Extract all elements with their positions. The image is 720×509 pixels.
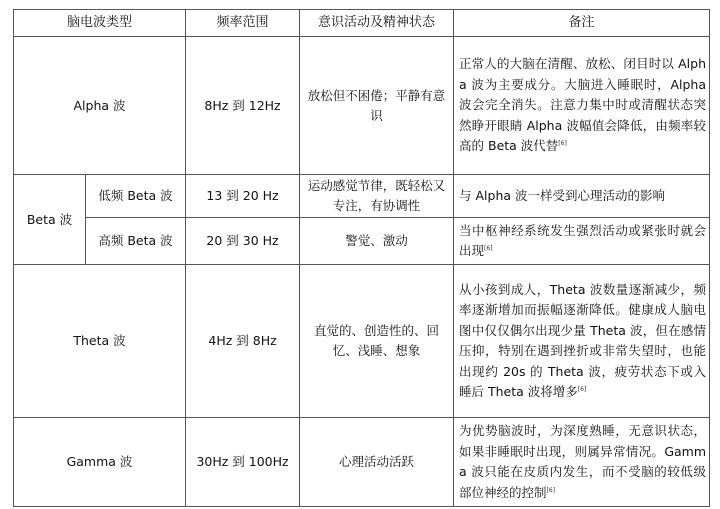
gamma-citation: [6] [546,486,556,494]
theta-citation: [6] [577,385,587,393]
table-row-theta [14,265,710,418]
gamma-note-cell [454,418,710,507]
table-row-alpha [14,37,710,175]
brainwave-table [13,9,710,507]
theta-frequency: 4Hz 到 8Hz [186,265,300,418]
beta-high-state: 警觉、激动 [300,218,454,265]
header-row [14,10,710,37]
theta-note: 从小孩到成人，Theta 波数量逐渐减少，频率逐渐增加而振幅逐渐降低。健康成人脑电图中仅仅偶尔出现少量 Theta 波，但在感情压抑，特别在遇到挫折或非常失望时，也能出现约 20s 的 Theta 波，疲劳状态下或入睡后 Theta 波将增多 [459,281,707,399]
table-row-beta-low [14,175,710,218]
beta-low-frequency: 13 到 20 Hz [186,175,300,218]
beta-high-citation: [6] [484,244,493,252]
beta-type: Beta 波 [14,175,86,265]
theta-state: 直觉的、创造性的、回忆、浅睡、想象 [300,265,454,418]
table-row-beta-high [14,218,710,265]
beta-high-frequency: 20 到 30 Hz [186,218,300,265]
header-frequency-range: 频率范围 [186,10,300,37]
gamma-state: 心理活动活跃 [300,418,454,507]
alpha-citation: [6] [558,140,567,148]
alpha-note: 正常人的大脑在清醒、放松、闭目时以 Alpha 波为主要成分。大脑进入睡眠时，Alpha 波会完全消失。注意力集中时或清醒状态突然睁开眼睛 Alpha 波幅值会降低，由频率较高的 Beta 波代替 [459,56,707,154]
alpha-note-cell [454,37,710,175]
beta-high-note-cell [454,218,710,265]
header-mental-state: 意识活动及精神状态 [300,10,454,37]
theta-note-cell [454,265,710,418]
gamma-type: Gamma 波 [14,418,186,507]
header-wave-type: 脑电波类型 [14,10,186,37]
beta-high-note: 当中枢神经系统发生强烈活动或紧张时就会出现 [459,222,707,258]
alpha-frequency: 8Hz 到 12Hz [186,37,300,175]
table-row-gamma [14,418,710,507]
beta-low-subtype: 低频 Beta 波 [86,175,186,218]
theta-type: Theta 波 [14,265,186,418]
alpha-state: 放松但不困倦；平静有意识 [300,37,454,175]
gamma-note: 为优势脑波时，为深度熟睡，无意识状态，如果非睡眠时出现，则属异常情况。Gamma 波只能在皮质内发生，而不受脑的较低级部位神经的控制 [459,423,707,500]
header-remarks: 备注 [454,10,710,37]
beta-low-note: 与 Alpha 波一样受到心理活动的影响 [454,175,710,218]
beta-low-state: 运动感觉节律，既轻松又专注，有协调性 [300,175,454,218]
gamma-frequency: 30Hz 到 100Hz [186,418,300,507]
beta-high-subtype: 高频 Beta 波 [86,218,186,265]
alpha-type: Alpha 波 [14,37,186,175]
